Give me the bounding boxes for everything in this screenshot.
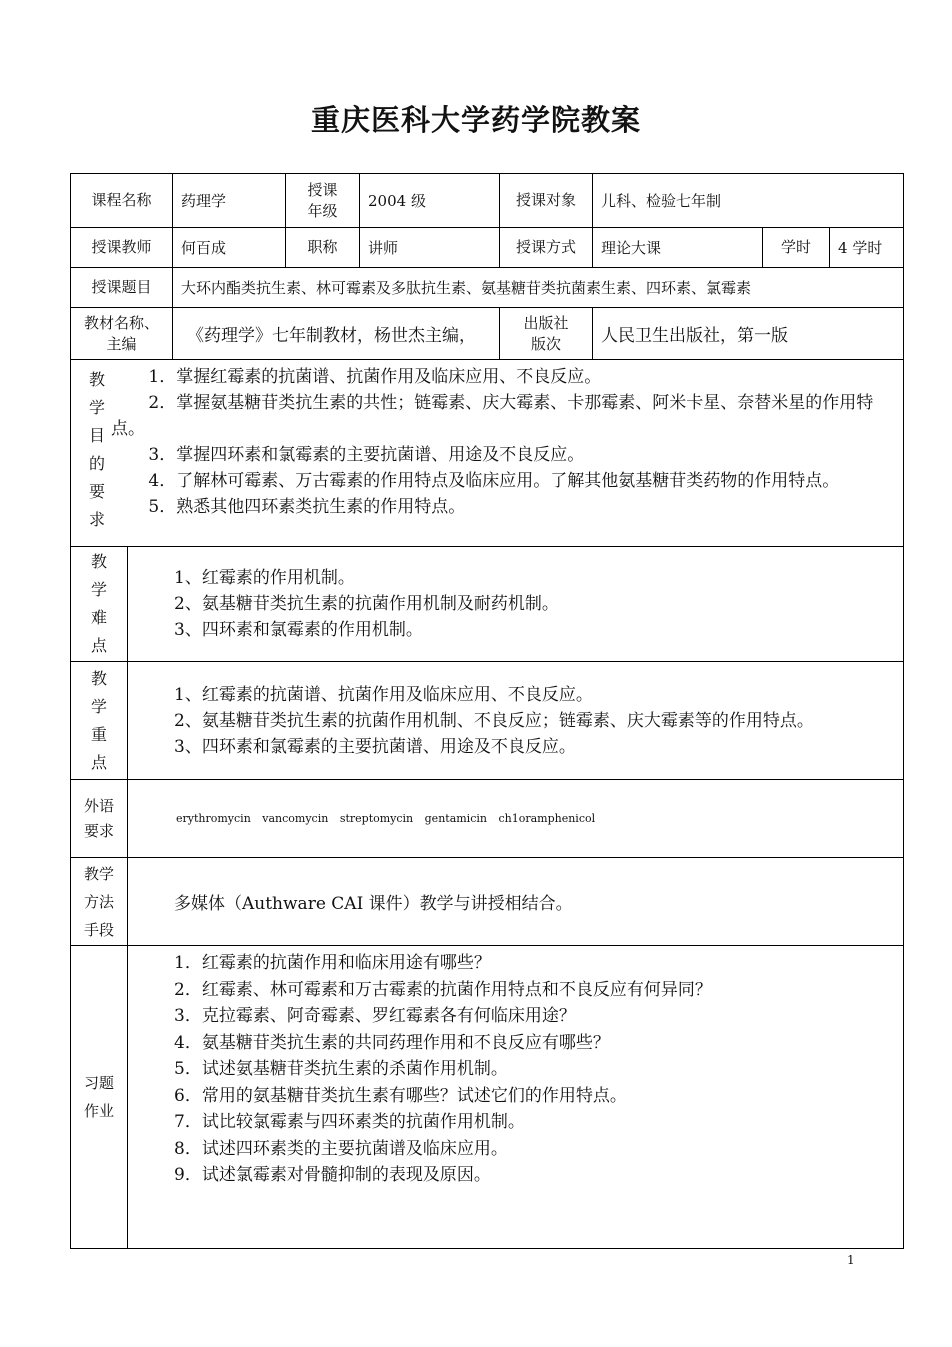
textbook-row [71,308,904,360]
foreign-row [71,780,904,858]
difficulties-list [128,547,904,662]
homework-row [71,946,904,1249]
list-item: 2．红霉素、林可霉素和万古霉素的抗菌作用特点和不良反应有何异同？ [174,979,712,1000]
objectives-list [111,364,895,520]
teacher-label: 授课教师 [71,228,173,268]
list-item: 2．掌握氨基糖苷类抗生素的共性；链霉素、庆大霉素、卡那霉素、阿米卡星、奈替米星的作用特点。 [111,393,874,439]
header-row-1 [71,174,904,228]
difficulties-label: 教 学 难 点 [71,547,128,662]
list-item: 3、四环素和氯霉素的主要抗菌谱、用途及不良反应。 [174,736,576,757]
topic-label: 授课题目 [71,268,173,308]
objectives-label: 教 学 目 的 要 求 [88,370,105,529]
foreign-label: 外语 要求 [71,780,128,858]
list-item: 1．掌握红霉素的抗菌谱、抗菌作用及临床应用、不良反应。 [148,367,602,387]
textbook-label: 教材名称、主编 [71,308,173,360]
course-label: 课程名称 [71,174,173,228]
mode-value: 理论大课 [593,228,763,268]
list-item: 1、红霉素的抗菌谱、抗菌作用及临床应用、不良反应。 [174,684,593,705]
list-item: 2、氨基糖苷类抗生素的抗菌作用机制、不良反应；链霉素、庆大霉素等的作用特点。 [174,710,814,731]
topic-row [71,268,904,308]
key-points-list [128,662,904,780]
rank-label: 职称 [286,228,360,268]
header-row-2 [71,228,904,268]
rank-value: 讲师 [360,228,500,268]
audience-label: 授课对象 [500,174,593,228]
methods-row [71,858,904,946]
difficulties-row [71,547,904,662]
methods-text: 多媒体（Authware CAI 课件）教学与讲授相结合。 [128,858,904,946]
audience-value: 儿科、检验七年制 [593,174,904,228]
teacher-value: 何百成 [173,228,286,268]
key-points-label: 教 学 重 点 [71,662,128,780]
topic-value: 大环内酯类抗生素、林可霉素及多肽抗生素、氨基糖苷类抗菌素生素、四环素、氯霉素 [173,268,904,308]
list-item: 3、四环素和氯霉素的作用机制。 [174,620,423,640]
page-number: 1 [847,1253,855,1267]
methods-label: 教学 方法 手段 [71,858,128,946]
publisher-label: 出版社版次 [500,308,593,360]
homework-list [128,946,904,1249]
list-item: 9．试述氯霉素对骨髓抑制的表现及原因。 [174,1165,491,1185]
list-item: 8．试述四环素类的主要抗菌谱及临床应用。 [174,1138,508,1159]
list-item: 5．试述氨基糖苷类抗生素的杀菌作用机制。 [174,1059,508,1079]
foreign-terms: erythromycin vancomycin streptomycin gentamicin ch1oramphenicol [128,780,904,858]
hours-label: 学时 [763,228,830,268]
list-item: 4．氨基糖苷类抗生素的共同药理作用和不良反应有哪些？ [174,1032,610,1053]
list-item: 5．熟悉其他四环素类抗生素的作用特点。 [148,497,466,517]
textbook-value: 《药理学》七年制教材，杨世杰主编， [173,308,500,360]
grade-label: 授课年级 [286,174,360,228]
list-item: 1．红霉素的抗菌作用和临床用途有哪些？ [174,953,491,973]
objectives-row [71,360,904,547]
lesson-plan-table [70,173,904,1249]
list-item: 2、氨基糖苷类抗生素的抗菌作用机制及耐药机制。 [174,594,559,614]
grade-value: 2004 级 [360,174,500,228]
hours-value: 4 学时 [830,228,904,268]
list-item: 1、红霉素的作用机制。 [174,568,355,588]
list-item: 7．试比较氯霉素与四环素类的抗菌作用机制。 [174,1112,525,1132]
objectives-cell [71,360,904,547]
course-value: 药理学 [173,174,286,228]
homework-label: 习题 作业 [71,946,128,1249]
list-item: 4．了解林可霉素、万古霉素的作用特点及临床应用。了解其他氨基糖苷类药物的作用特点。 [148,471,840,491]
page-title: 重庆医科大学药学院教案 [310,103,641,137]
publisher-value: 人民卫生出版社，第一版 [593,308,904,360]
list-item: 3．掌握四环素和氯霉素的主要抗菌谱、用途及不良反应。 [148,445,585,465]
list-item: 6．常用的氨基糖苷类抗生素有哪些？试述它们的作用特点。 [174,1085,627,1106]
mode-label: 授课方式 [500,228,593,268]
key-points-row [71,662,904,780]
list-item: 3．克拉霉素、阿奇霉素、罗红霉素各有何临床用途？ [174,1006,576,1026]
